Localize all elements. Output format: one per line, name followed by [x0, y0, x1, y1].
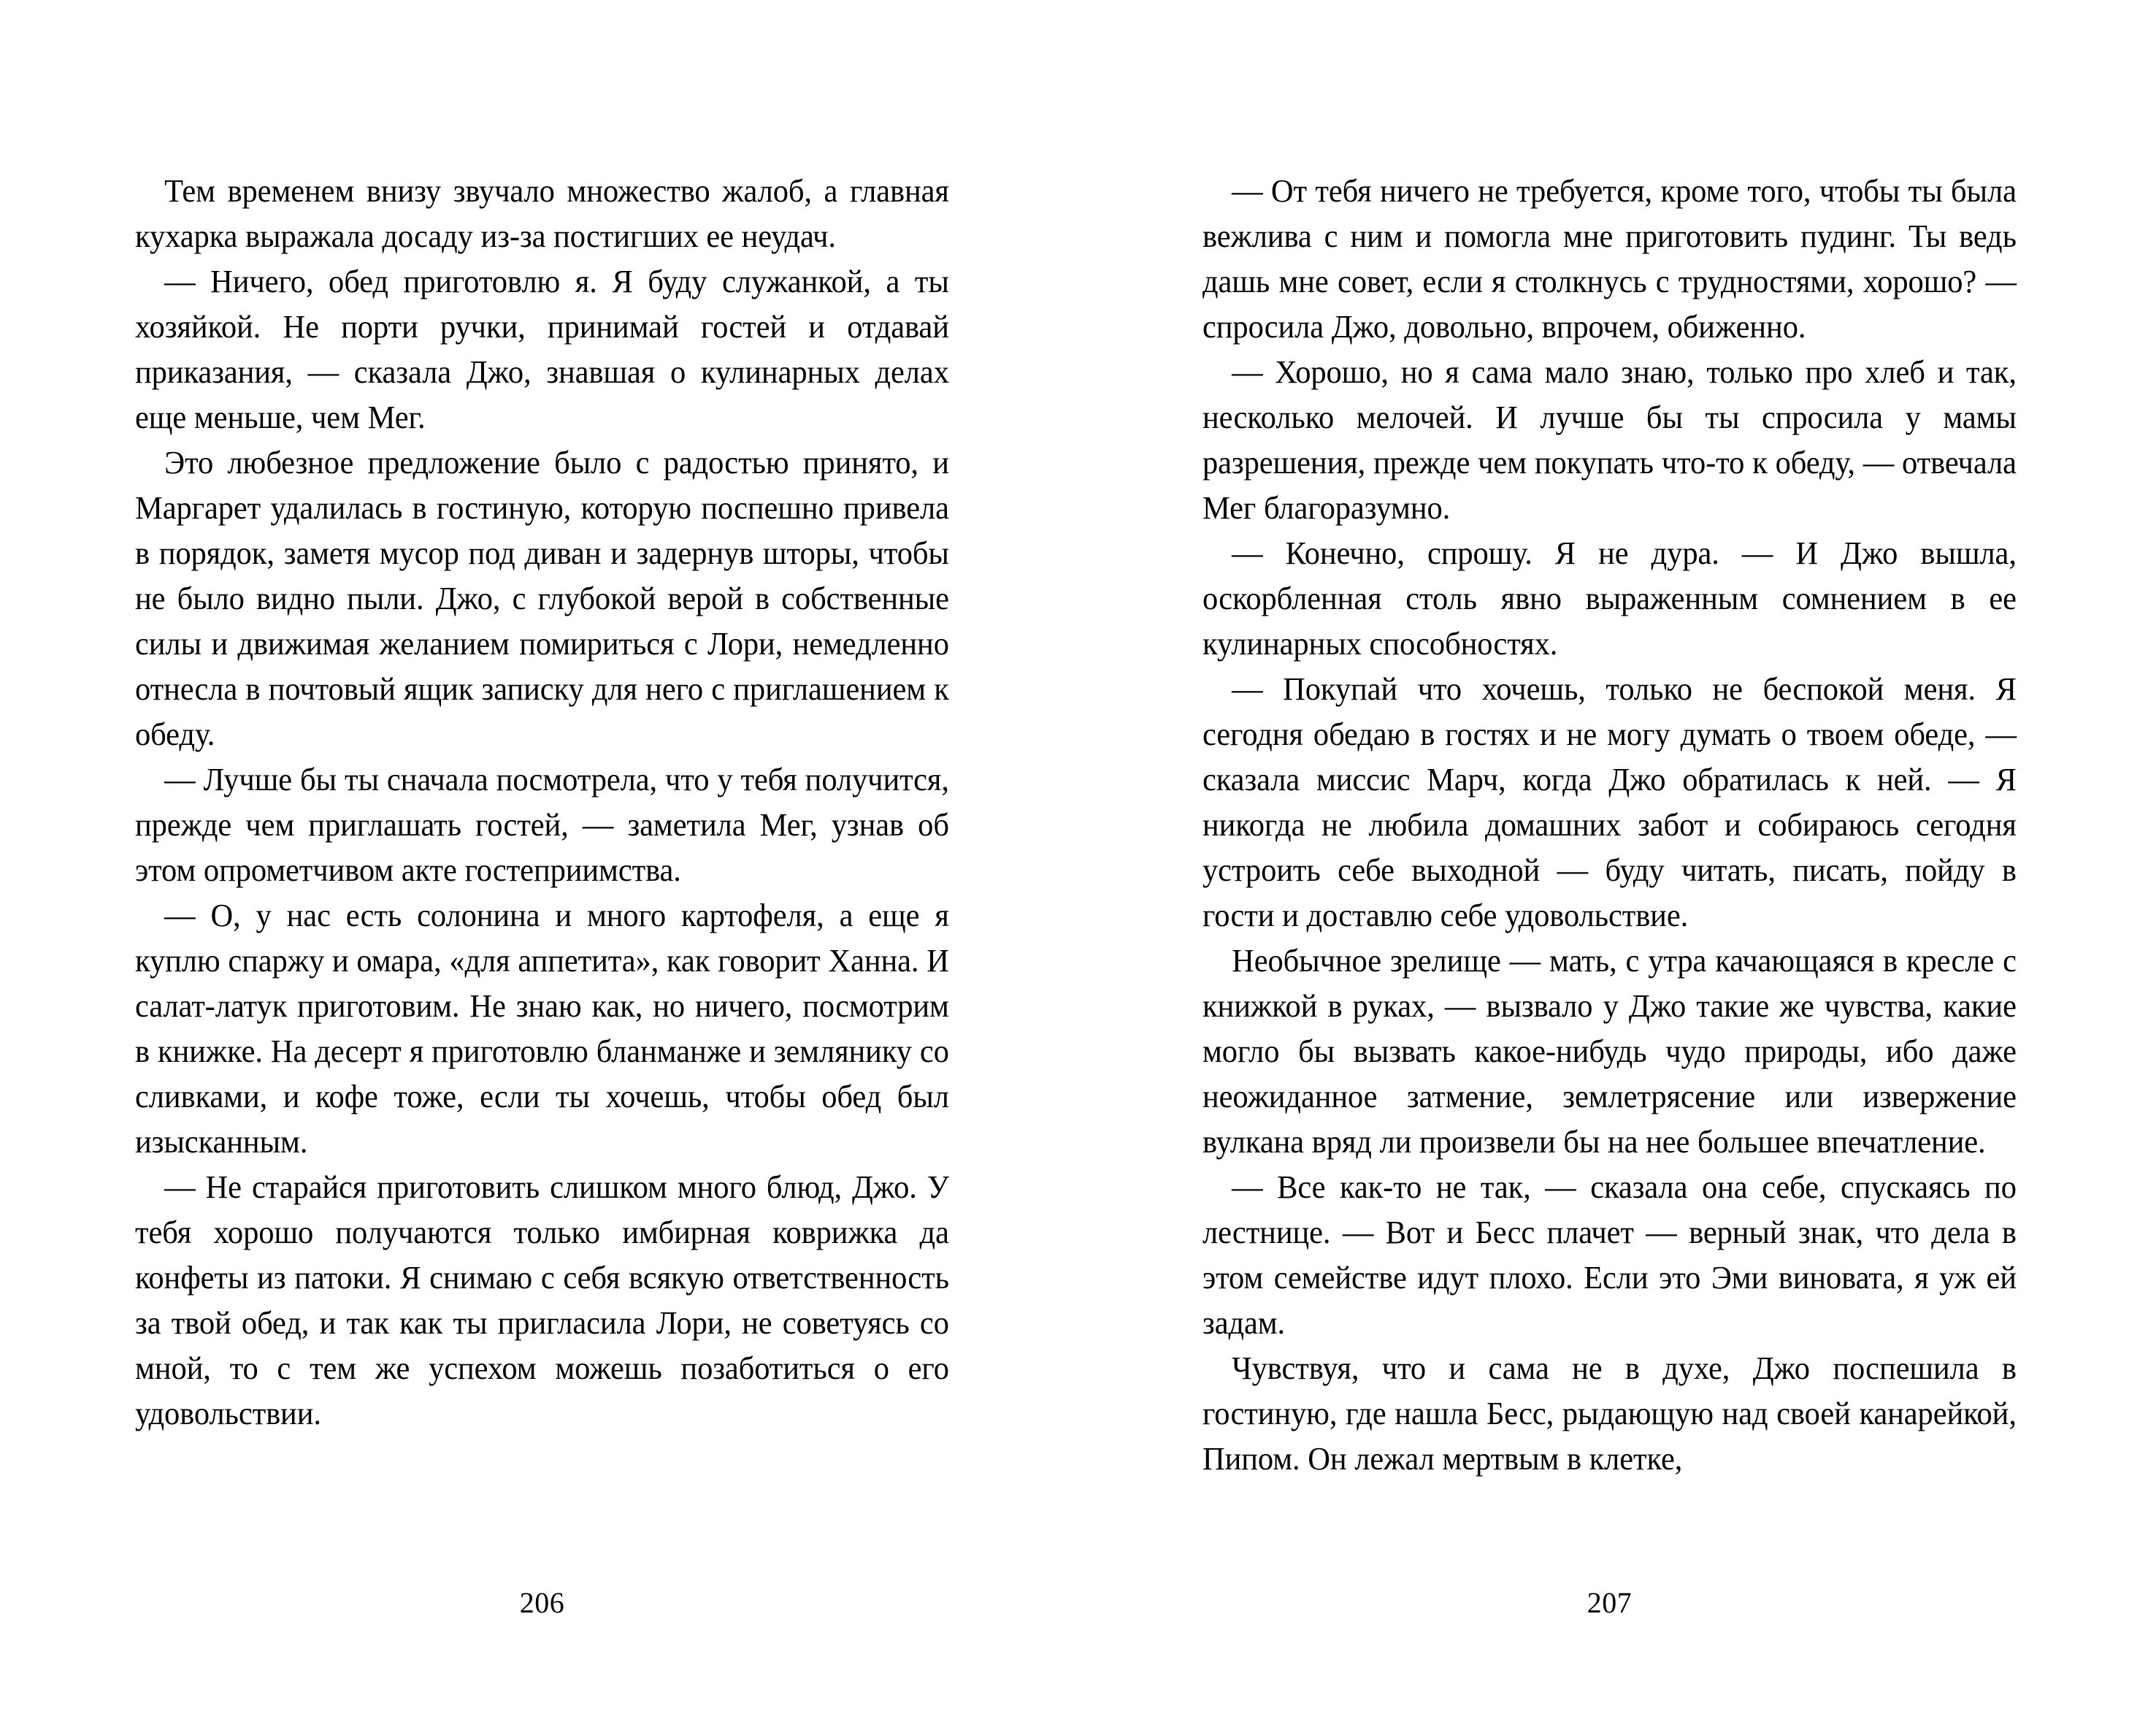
paragraph: — Лучше бы ты сначала посмотрела, что у тебя получится, прежде чем приглашать гостей, — заметила Мег, узнав об этом опрометчивом акте гостеприимства.	[135, 761, 949, 888]
paragraph: Тем временем внизу звучало множество жалоб, а главная кухарка выражала досаду из-за постигших ее неудач.	[135, 172, 949, 254]
paragraph: — От тебя ничего не требуется, кроме того, чтобы ты была вежлива с ним и помогла мне приготовить пудинг. Ты ведь дашь мне совет, если я столкнусь с трудностями, хорошо? — спросила Джо, довольно, впрочем, обиженно.	[1202, 172, 2017, 345]
right-page-text-column	[1202, 168, 2017, 1481]
paragraph: Чувствуя, что и сама не в духе, Джо поспешила в гостиную, где нашла Бесс, рыдающую над своей канарейкой, Пипом. Он лежал мертвым в клетке,	[1202, 1350, 2017, 1477]
paragraph: — Все как-то не так, — сказала она себе, спускаясь по лестнице. — Вот и Бесс плачет — верный знак, что дела в этом семействе идут плохо. Если это Эми виновата, я уж ей задам.	[1202, 1169, 2017, 1341]
paragraph: — Покупай что хочешь, только не беспокой меня. Я сегодня обедаю в гостях и не могу думать о твоем обеде, — сказала миссис Марч, когда Джо обратилась к ней. — Я никогда не любила домашних забот и собираюсь сегодня устроить себе выходной — буду читать, писать, пойду в гости и доставлю себе удовольствие.	[1202, 670, 2017, 933]
paragraph: — Ничего, обед приготовлю я. Я буду служанкой, а ты хозяйкой. Не порти ручки, принимай гостей и отдавай приказания, — сказала Джо, знавшая о кулинарных делах еще меньше, чем Мег.	[135, 263, 949, 435]
left-page	[135, 168, 949, 1725]
right-page	[1202, 168, 2017, 1725]
paragraph: — Не старайся приготовить слишком много блюд, Джо. У тебя хорошо получаются только имбирная коврижка да конфеты из патоки. Я снимаю с себя всякую ответственность за твой обед, и так как ты пригласила Лори, не советуясь со мной, то с тем же успехом можешь позаботиться о его удовольствии.	[135, 1169, 949, 1431]
page-number-right: 207	[1587, 1586, 1633, 1619]
paragraph: Это любезное предложение было с радостью принято, и Маргарет удалилась в гостиную, которую поспешно привела в порядок, заметя мусор под диван и задернув шторы, чтобы не было видно пыли. Джо, с глубокой верой в собственные силы и движимая желанием помириться с Лори, немедленно отнесла в почтовый ящик записку для него с приглашением к обеду.	[135, 444, 949, 752]
left-page-text-column	[135, 168, 949, 1436]
paragraph: — Хорошо, но я сама мало знаю, только про хлеб и так, несколько мелочей. И лучше бы ты спросила у мамы разрешения, прежде чем покупать что-то к обеду, — отвечала Мег благоразумно.	[1202, 353, 2017, 526]
paragraph: — О, у нас есть солонина и много картофеля, а еще я куплю спаржу и омара, «для аппетита», как говорит Ханна. И салат-латук приготовим. Не знаю как, но ничего, посмотрим в книжке. На десерт я приготовлю бланманже и землянику со сливками, и кофе тоже, если ты хочешь, чтобы обед был изысканным.	[135, 897, 949, 1160]
paragraph: Необычное зрелище — мать, с утра качающаяся в кресле с книжкой в руках, — вызвало у Джо такие же чувства, какие могло бы вызвать какое-нибудь чудо природы, ибо даже неожиданное затмение, землетрясение или извержение вулкана вряд ли произвели бы на нее большее впечатление.	[1202, 942, 2017, 1160]
page-number-left: 206	[519, 1586, 565, 1619]
paragraph: — Конечно, спрошу. Я не дура. — И Джо вышла, оскорбленная столь явно выраженным сомнением в ее кулинарных способностях.	[1202, 535, 2017, 662]
